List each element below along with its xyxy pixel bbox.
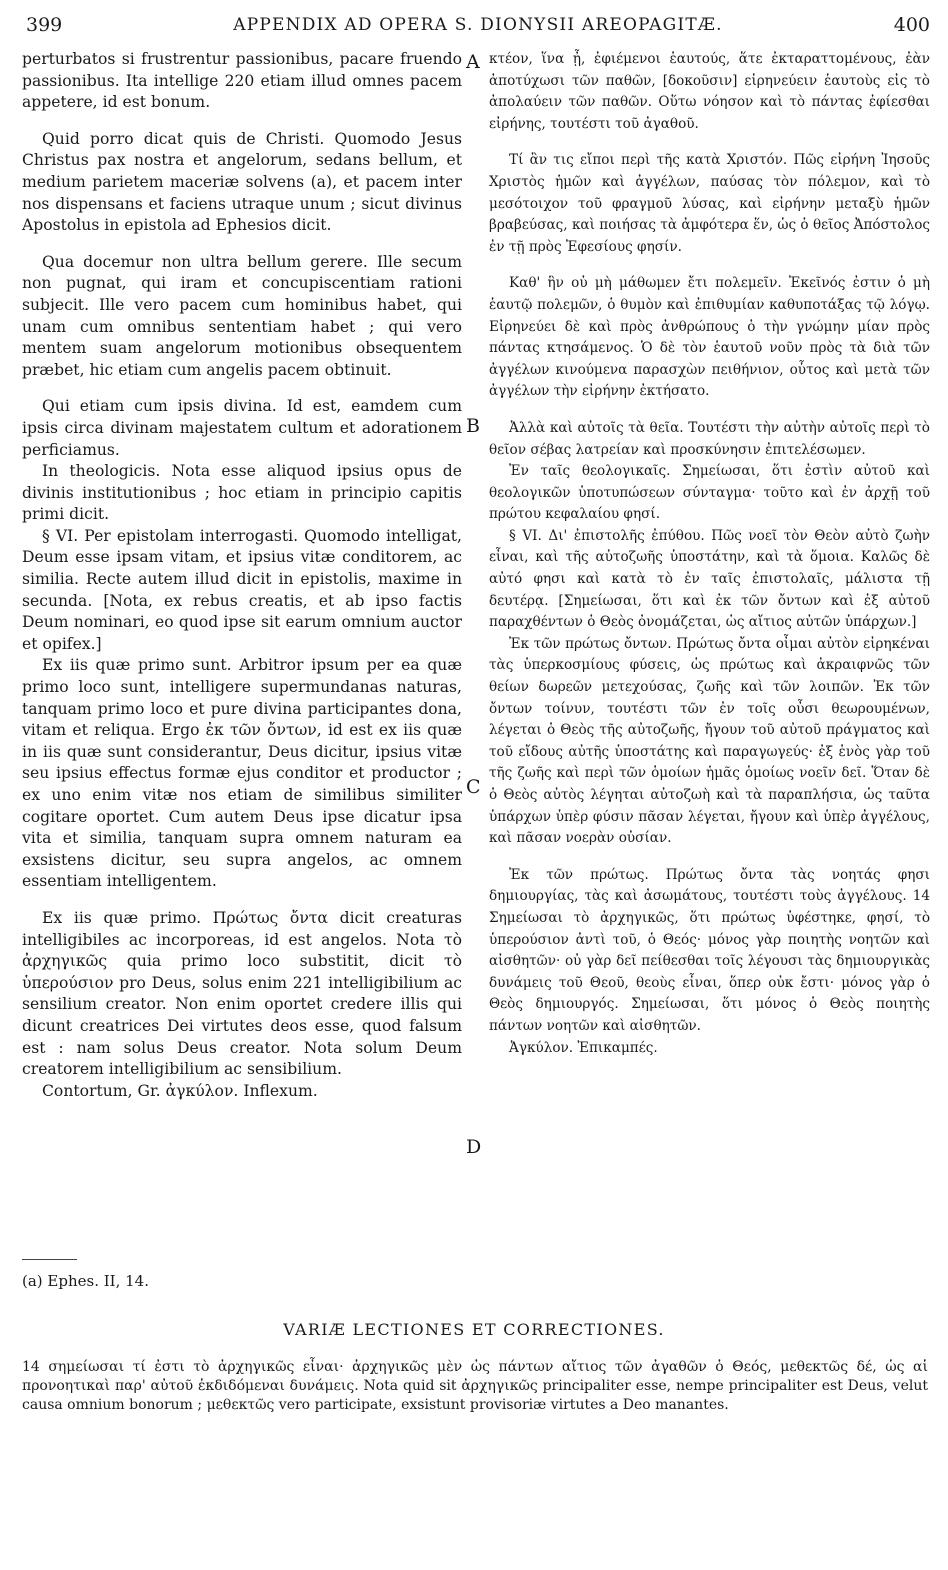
footnote: (a) Ephes. II, 14. [22, 1272, 149, 1290]
running-head: APPENDIX AD OPERA S. DIONYSII AREOPAGITÆ. [233, 15, 723, 35]
greek-paragraph: Ἀλλὰ καὶ αὐτοῖς τὰ θεῖα. Τουτέστι τὴν αὐτὴν αὐτοῖς περὶ τὸ θεῖον σέβας λατρείαν καὶ προσκύνησιν ἐπιτελέσωμεν. [489, 419, 930, 458]
latin-paragraph: Contortum, Gr. ἀγκύλον. Inflexum. [42, 1081, 318, 1100]
margin-letter-c: C [466, 776, 481, 798]
greek-paragraph: Ἀγκύλον. Ἐπικαμπές. [509, 1039, 658, 1056]
latin-paragraph: In theologicis. Nota esse aliquod ipsius opus de divinis institutionibus ; hoc etiam in principio capitis primi dicit. [22, 462, 462, 524]
latin-paragraph: Ex iis quæ primo sunt. Arbitror ipsum per ea quæ primo loco sunt, intelligere supermundanas naturas, tanquam primo loco et pure divina participantes dona, vitam et reliqua. Ergo ἐκ τῶν ὄντων, id est ex iis quæ in iis quæ sunt considerantur, Deus dicitur, ipsius vitæ seu ipsius effectus formæ ejus conditor et productor ; ex uno enim vitæ nos etiam de similibus similiter cogitare oportet. Cum autem Deus ipse dicatur ipsa vita et similia, tanquam supra omnem naturam ea exsistens dicitur, seu supra angelos, ac omnem essentiam intelligentem. [22, 656, 462, 891]
latin-paragraph: Quid porro dicat quis de Christi. Quomodo Jesus Christus pax nostra et angelorum, sedans bellum, et medium parietem maceriæ solvens (a), et pacem inter nos dispensans et faciens utraque unum ; sicut divinus Apostolus in epistola ad Ephesios dicit. [22, 129, 462, 235]
latin-column [22, 49, 462, 1102]
latin-paragraph: Qui etiam cum ipsis divina. Id est, eamdem cum ipsis circa divinam majestatem cultum et adorationem perficiamus. [22, 397, 462, 459]
footnote-divider [22, 1259, 77, 1260]
page-number-left: 399 [26, 14, 63, 36]
greek-paragraph: Ἐν ταῖς θεολογικαῖς. Σημείωσαι, ὅτι ἐστὶν αὐτοῦ καὶ θεολογικῶν ὑποτυπώσεων σύνταγμα· τοῦτο καὶ ἐν ἀρχῇ τοῦ πρώτου κεφαλαίου φησί. [489, 463, 930, 523]
latin-paragraph: Ex iis quæ primo. Πρώτως ὄντα dicit creaturas intelligibiles ac incorporeas, id est angelos. Nota τὸ ἀρχηγικῶς quia primo loco substitit, dicit τὸ ὑπερούσιον pro Deus, solus enim 221 intelligibilium ac sensilium creator. Non enim oportet credere illis qui dicunt creatrices Dei virtutes deos esse, quod falsum est : nam solus Deus creator. Nota solum Deum creatorem intelligibilium ac sensibilium. [22, 908, 462, 1079]
variae-title: VARIÆ LECTIONES ET CORRECTIONES. [283, 1320, 665, 1339]
greek-paragraph: § VI. Δι' ἐπιστολῆς ἐπύθου. Πῶς νοεῖ τὸν Θεὸν αὐτὸ ζωὴν εἶναι, καὶ τῆς αὐτοζωῆς ὑποστάτην, καὶ τὰ ὅμοια. Καλῶς δὲ αὐτό φησι καὶ κατὰ τὸ ἐν ταῖς ἐπιστολαῖς, μάλιστα τῇ δευτέρᾳ. [Σημείωσαι, ὅτι καὶ ἐκ τῶν ὄντων καὶ ἐξ αὐτοῦ παραχθέντων ὁ Θεὸς ὀνομάζεται, ὡς αἴτιος αὐτῶν ὑπάρχων.] [489, 527, 930, 631]
variae-text: 14 σημείωσαι τί ἐστι τὸ ἀρχηγικῶς εἶναι· ἀρχηγικῶς μὲν ὡς πάντων αἴτιος τῶν ἀγαθῶν ὁ Θεός, μεθεκτῶς δέ, ὡς αἱ προνοητικαὶ παρ' αὐτοῦ ἐκδιδόμεναι δυνάμεις. Nota quid sit ἀρχηγικῶς principaliter esse, nempe principaliter est Deus, velut causa omnium bonorum ; μεθεκτῶς vero participate, exsistunt provisoriæ virtutes a Deo manantes. [22, 1359, 928, 1413]
greek-paragraph: Τί ἂν τις εἴποι περὶ τῆς κατὰ Χριστόν. Πῶς εἰρήνη Ἰησοῦς Χριστὸς ἡμῶν καὶ ἀγγέλων, παύσας τὸν πόλεμον, καὶ τὸ μεσότοιχον τοῦ φραγμοῦ λύσας, καὶ εἰρήνην μεταξὺ ἡμῶν βραβεύσας, καὶ ποιήσας τὰ ἀμφότερα ἕν, ὡς ὁ θεῖος Ἀπόστολος ἐν τῇ πρὸς Ἐφεσίους φησίν. [489, 152, 930, 255]
greek-paragraph: κτέον, ἵνα ᾖ, ἐφιέμενοι ἑαυτούς, ἅτε ἐκταραττομένους, ἐὰν ἀποτύχωσι τῶν παθῶν, [δοκοῦσιν] εἰρηνεύειν ἑαυτοὺς εἰς τὸ ἀπολαύειν τῶν παθῶν. Οὕτω νόησον καὶ τὸ πάντας ἐφίεσθαι εἰρήνης, τουτέστι τοῦ ἀγαθοῦ. [489, 51, 930, 132]
greek-paragraph: Καθ' ἣν οὐ μὴ μάθωμεν ἔτι πολεμεῖν. Ἐκεῖνός ἐστιν ὁ μὴ ἑαυτῷ πολεμῶν, ὁ θυμὸν καὶ ἐπιθυμίαν καθυποτάξας τῷ λόγῳ. Εἰρηνεύει δὲ καὶ πρὸς ἀνθρώπους ὁ τὴν γνώμην μίαν πρὸς πάντας κτησάμενος. Ὁ δὲ τὸν ἑαυτοῦ νοῦν πρὸς τὰ διὰ τῶν ἀγγέλων κινούμενα παρασχὼν πειθήνιον, οὗτος καὶ μετὰ τῶν ἀγγέλων τὴν εἰρήνην ἐκτήσατο. [489, 275, 930, 400]
greek-paragraph: Ἐκ τῶν πρώτως. Πρώτως ὄντα τὰς νοητάς φησι δημιουργίας, τὰς καὶ ἀσωμάτους, τουτέστι τοὺς ἀγγέλους. 14 Σημείωσαι τὸ ἀρχηγικῶς, ὅτι πρώτως ὑφέστηκε, φησί, τὸ ὑπερούσιον ἀντὶ τοῦ, ὁ Θεός· μόνος γὰρ ποιητὴς νοητῶν καὶ αἰσθητῶν· οὐ γὰρ δεῖ πείθεσθαι τοῖς λέγουσι τὰς δημιουργικὰς δυνάμεις τοῦ Θεοῦ, θεοὺς εἶναι, ὅπερ οὐκ ἔστι· μόνος γὰρ ὁ Θεὸς δημιουργός. Σημείωσαι, ὅτι μόνος ὁ Θεὸς ποιητὴς πάντων νοητῶν καὶ αἰσθητῶν. [489, 866, 930, 1034]
latin-paragraph: Qua docemur non ultra bellum gerere. Ille secum non pugnat, qui iram et concupiscentiam rationi subjecit. Ille vero pacem cum hominibus habet, qui unam cum omnibus sententiam habet ; qui vero mentem suam angelorum motionibus obsequentem præbet, hic etiam cum angelis pacem obtinuit. [22, 252, 462, 379]
page-header [26, 10, 930, 40]
latin-paragraph: perturbatos si frustrentur passionibus, pacare fruendo passionibus. Ita intellige 220 etiam illud omnes pacem appetere, id est bonum. [22, 50, 462, 112]
margin-letter-b: B [466, 415, 480, 437]
latin-paragraph: § VI. Per epistolam interrogasti. Quomodo intelligat, Deum esse ipsam vitam, et ipsius vitæ conditorem, ac similia. Recte autem illud dicit in epistolis, maxime in secunda. [Nota, ex rebus creatis, et ab ipso factis Deum nominari, eo quod ipse sit earum omnium auctor et opifex.] [22, 526, 462, 653]
page-number-right: 400 [893, 14, 930, 36]
greek-paragraph: Ἐκ τῶν πρώτως ὄντων. Πρώτως ὄντα οἶμαι αὐτὸν εἰρηκέναι τὰς ὑπερκοσμίους φύσεις, ὡς πρώτως καὶ ἀκραιφνῶς τῶν θείων δωρεῶν μετεχούσας, ζωῆς καὶ τῶν λοιπῶν. Ἐκ τῶν ὄντων τοίνυν, τουτέστι τῶν ἐν τοῖς οὖσι θεωρουμένων, λέγεται ὁ Θεὸς τῆς αὐτοζωῆς, ἤγουν τοῦ αὐτοῦ πράγματος καὶ τοῦ εἴδους αὐτῆς ὑποστάτης καὶ παραγωγεύς· ἐξ ἑνὸς γὰρ τοῦ τῆς ζωῆς καὶ περὶ τῶν ὁμοίων ἡμᾶς ὁμοίως νοεῖν δεῖ. Ὅταν δὲ ὁ Θεὸς αὐτὸς λέγηται αὐτοζωὴ καὶ τὰ παραπλήσια, ὡς ταῦτα ὑπάρχων ὑπὲρ φύσιν πᾶσαν λέγεται, ἤγουν καὶ ὑπὲρ ἀγγέλους, καὶ πᾶσαν νοερὰν οὐσίαν. [489, 635, 930, 847]
margin-letter-d: D [466, 1136, 482, 1158]
greek-column [489, 49, 930, 1059]
margin-letter-a: A [466, 51, 480, 73]
